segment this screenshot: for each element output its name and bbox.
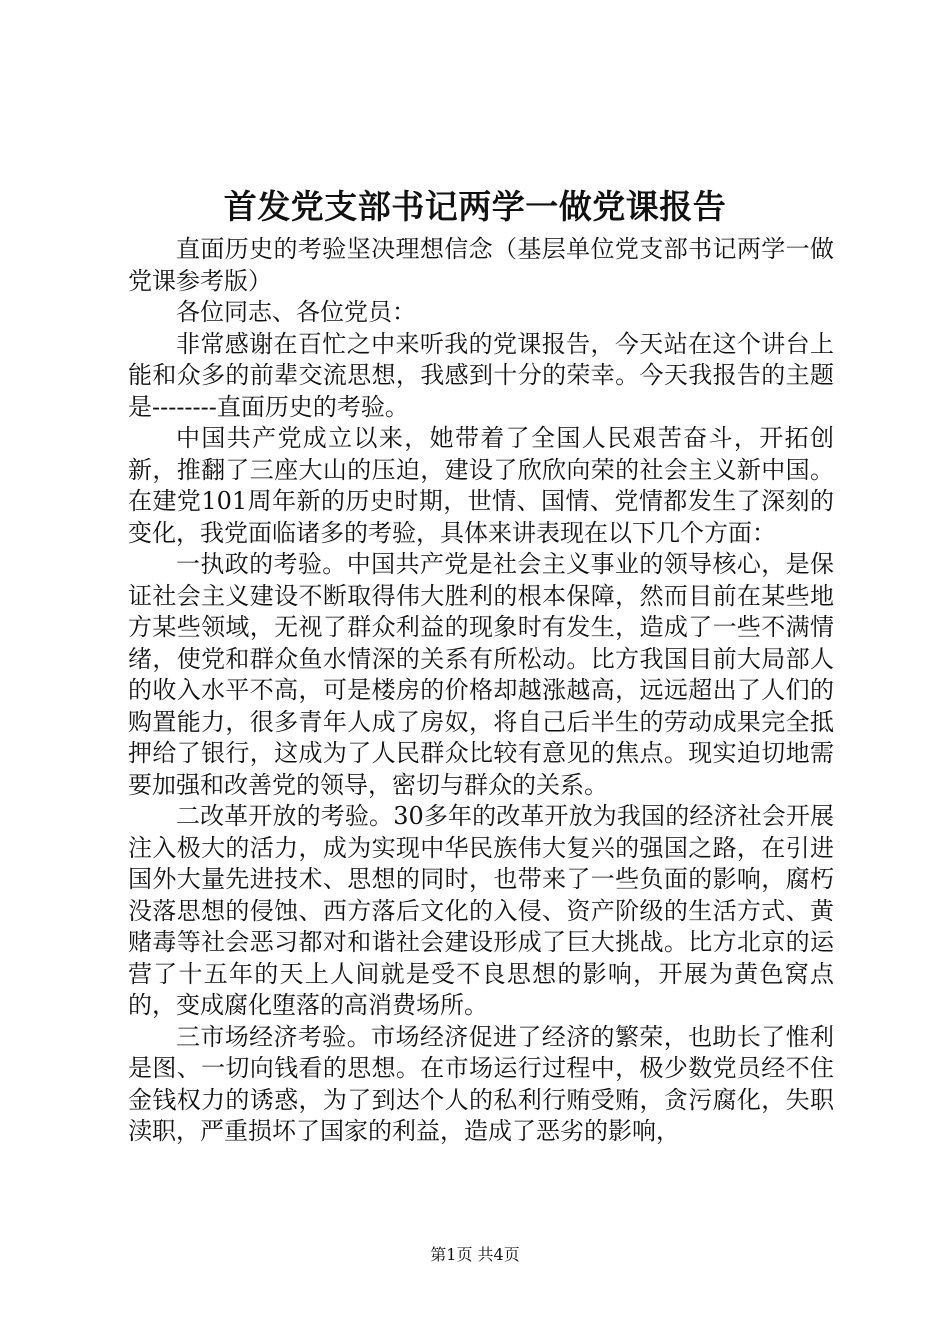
document-title: 首发党支部书记两学一做党课报告	[223, 187, 727, 226]
paragraph-background: 中国共产党成立以来，她带着了全国人民艰苦奋斗，开拓创新，推翻了三座大山的压迫，建设了欣欣向荣的社会主义新中国。在建党101周年新的历史时期，世情、国情、党情都发生了深刻的变化，我党面临诸多的考验，具体来讲表现在以下几个方面：	[128, 424, 834, 547]
paragraph-reform-test: 二改革开放的考验。30多年的改革开放为我国的经济社会开展注入极大的活力，成为实现中华民族伟大复兴的强国之路，在引进国外大量先进技术、思想的同时，也带来了一些负面的影响，腐朽没落思想的侵蚀、西方落后文化的入侵、资产阶级的生活方式、黄赌毒等社会恶习都对和谐社会建设形成了巨大挑战。比方北京的运营了十五年的天上人间就是受不良思想的影响，开展为黄色窝点的，变成腐化堕落的高消费场所。	[128, 802, 834, 1019]
page-footer: 第1页 共4页	[430, 1245, 520, 1264]
paragraph-subtitle: 直面历史的考验坚决理想信念（基层单位党支部书记两学一做党课参考版）	[128, 235, 834, 295]
document-body	[128, 234, 834, 1148]
paragraph-governance-test: 一执政的考验。中国共产党是社会主义事业的领导核心，是保证社会主义建设不断取得伟大胜利的根本保障，然而目前在某些地方某些领域，无视了群众利益的现象时有发生，造成了一些不满情绪，使党和群众鱼水情深的关系有所松动。比方我国目前大局部人的收入水平不高，可是楼房的价格却越涨越高，远远超出了人们的购置能力，很多青年人成了房奴，将自己后半生的劳动成果完全抵押给了银行，这成为了人民群众比较有意见的焦点。现实迫切地需要加强和改善党的领导，密切与群众的关系。	[128, 550, 834, 799]
paragraph-market-test: 三市场经济考验。市场经济促进了经济的繁荣，也助长了惟利是图、一切向钱看的思想。在市场运行过程中，极少数党员经不住金钱权力的诱惑，为了到达个人的私利行贿受贿，贪污腐化，失职渎职，严重损坏了国家的利益，造成了恶劣的影响，	[128, 1022, 834, 1145]
paragraph-intro: 非常感谢在百忙之中来听我的党课报告，今天站在这个讲台上能和众多的前辈交流思想，我感到十分的荣幸。今天我报告的主题是--------直面历史的考验。	[128, 329, 834, 421]
paragraph-greeting: 各位同志、各位党员：	[176, 298, 416, 326]
